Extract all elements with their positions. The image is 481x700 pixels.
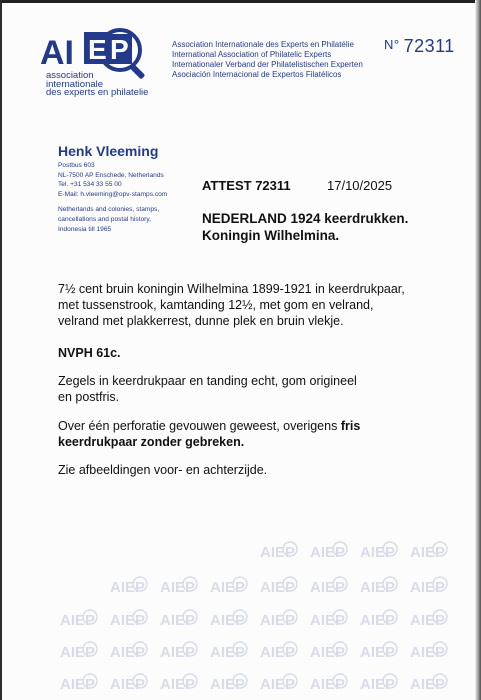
svg-text:AIEP: AIEP [360, 579, 396, 596]
watermark-logo [410, 672, 450, 694]
watermark-logo [110, 672, 150, 694]
attest-title: NEDERLAND 1924 keerdrukken. Koningin Wilhelmina. [202, 211, 409, 243]
svg-text:AIEP: AIEP [310, 579, 346, 596]
watermark-logo [160, 672, 200, 694]
watermark-logo [160, 640, 200, 662]
svg-text:AIEP: AIEP [210, 644, 246, 661]
svg-text:AIEP: AIEP [260, 579, 296, 596]
svg-text:AIEP: AIEP [310, 644, 346, 661]
watermark-logo [110, 608, 150, 630]
watermark-logo [360, 540, 400, 562]
images-note: Zie afbeeldingen voor- en achterzijde. [58, 463, 268, 477]
svg-text:AIEP: AIEP [210, 612, 246, 629]
watermark-logo [310, 540, 350, 562]
watermark-logo [160, 608, 200, 630]
svg-text:AIEP: AIEP [360, 644, 396, 661]
watermark-logo [110, 640, 150, 662]
watermark-logo [210, 640, 250, 662]
logo-subtitle: association internationale des experts en philatelie [46, 70, 149, 98]
watermark-logo [310, 672, 350, 694]
scan-right-edge [475, 0, 481, 700]
watermark-logo [210, 575, 250, 597]
svg-text:AIEP: AIEP [360, 612, 396, 629]
svg-text:AIEP: AIEP [260, 676, 296, 693]
svg-text:AIEP: AIEP [210, 579, 246, 596]
watermark-logo [360, 575, 400, 597]
svg-text:AIEP: AIEP [160, 579, 196, 596]
watermark-logo [410, 640, 450, 662]
watermark-logo [310, 575, 350, 597]
svg-text:AIEP: AIEP [60, 676, 96, 693]
svg-text:AIEP: AIEP [260, 644, 296, 661]
svg-text:AIEP: AIEP [360, 544, 396, 561]
watermark-logo [310, 608, 350, 630]
svg-text:AIEP: AIEP [310, 544, 346, 561]
certificate-number: N° 72311 [384, 36, 455, 56]
svg-text:AIEP: AIEP [60, 612, 96, 629]
svg-text:AIEP: AIEP [210, 676, 246, 693]
association-name-de: Internationaler Verband der Philatelistischen Experten [172, 60, 363, 69]
genuine-statement: Zegels in keerdrukpaar en tanding echt, gom origineel en postfris. [58, 374, 357, 404]
svg-text:AIEP: AIEP [360, 676, 396, 693]
svg-text:E: E [88, 34, 107, 65]
svg-text:AIEP: AIEP [160, 644, 196, 661]
svg-text:AIEP: AIEP [60, 644, 96, 661]
catalog-number: NVPH 61c. [58, 346, 121, 360]
watermark-logo [260, 608, 300, 630]
watermark-logo [260, 575, 300, 597]
svg-text:AIEP: AIEP [110, 644, 146, 661]
condition-statement: Over één perforatie gevouwen geweest, overigens fris keerdrukpaar zonder gebreken. [58, 419, 361, 449]
stamp-description: 7½ cent bruin koningin Wilhelmina 1899-1921 in keerdrukpaar, met tussenstrook, kamtanding 12½, met gom en velrand, velrand met plakkerrest, dunne plek en bruin vlekje. [58, 282, 405, 328]
logo-mark-text: AI [40, 34, 74, 72]
watermark-logo [410, 608, 450, 630]
watermark-logo [360, 640, 400, 662]
expert-contact: Postbus 603 NL-7500 AP Enschede, Netherlands Tel. +31 534 33 55 00 E-Mail: h.vleeming@opv-stamps.com Netherlands and colonies, stamps, cancellations and postal history, Indonesia till 1965 [58, 162, 168, 233]
attest-label: ATTEST 72311 [202, 178, 291, 193]
expert-name: Henk Vleeming [58, 143, 159, 159]
watermark-logo [260, 640, 300, 662]
scan-top-edge [2, 0, 481, 3]
association-names [172, 40, 382, 80]
watermark-logo [60, 640, 100, 662]
svg-text:AIEP: AIEP [110, 676, 146, 693]
watermark-logo [410, 540, 450, 562]
svg-text:AIEP: AIEP [410, 579, 446, 596]
watermark-logo [160, 575, 200, 597]
watermark-logo [360, 608, 400, 630]
svg-text:AIEP: AIEP [160, 676, 196, 693]
watermark-logo [210, 608, 250, 630]
svg-text:P: P [110, 34, 129, 65]
association-name-en: International Association of Philatelic Experts [172, 50, 332, 59]
association-name-es: Asociación Internacional de Expertos Filatélicos [172, 70, 342, 79]
svg-text:AIEP: AIEP [410, 676, 446, 693]
watermark-logo [60, 608, 100, 630]
svg-text:AIEP: AIEP [160, 612, 196, 629]
svg-text:AIEP: AIEP [310, 612, 346, 629]
svg-text:AIEP: AIEP [310, 676, 346, 693]
attest-date: 17/10/2025 [327, 178, 393, 193]
watermark-logo [310, 640, 350, 662]
watermark-logo [360, 672, 400, 694]
svg-text:AIEP: AIEP [260, 612, 296, 629]
svg-text:AIEP: AIEP [110, 579, 146, 596]
watermark-logo [410, 575, 450, 597]
svg-text:AIEP: AIEP [410, 544, 446, 561]
watermark-logo [260, 672, 300, 694]
watermark-logo [110, 575, 150, 597]
watermark-logo [210, 672, 250, 694]
svg-text:AIEP: AIEP [410, 612, 446, 629]
watermark-logo [60, 672, 100, 694]
svg-text:AIEP: AIEP [110, 612, 146, 629]
association-name-fr: Association Internationale des Experts en Philatélie [172, 40, 354, 49]
svg-text:AIEP: AIEP [410, 644, 446, 661]
watermark-logo [260, 540, 300, 562]
svg-text:AIEP: AIEP [260, 544, 296, 561]
